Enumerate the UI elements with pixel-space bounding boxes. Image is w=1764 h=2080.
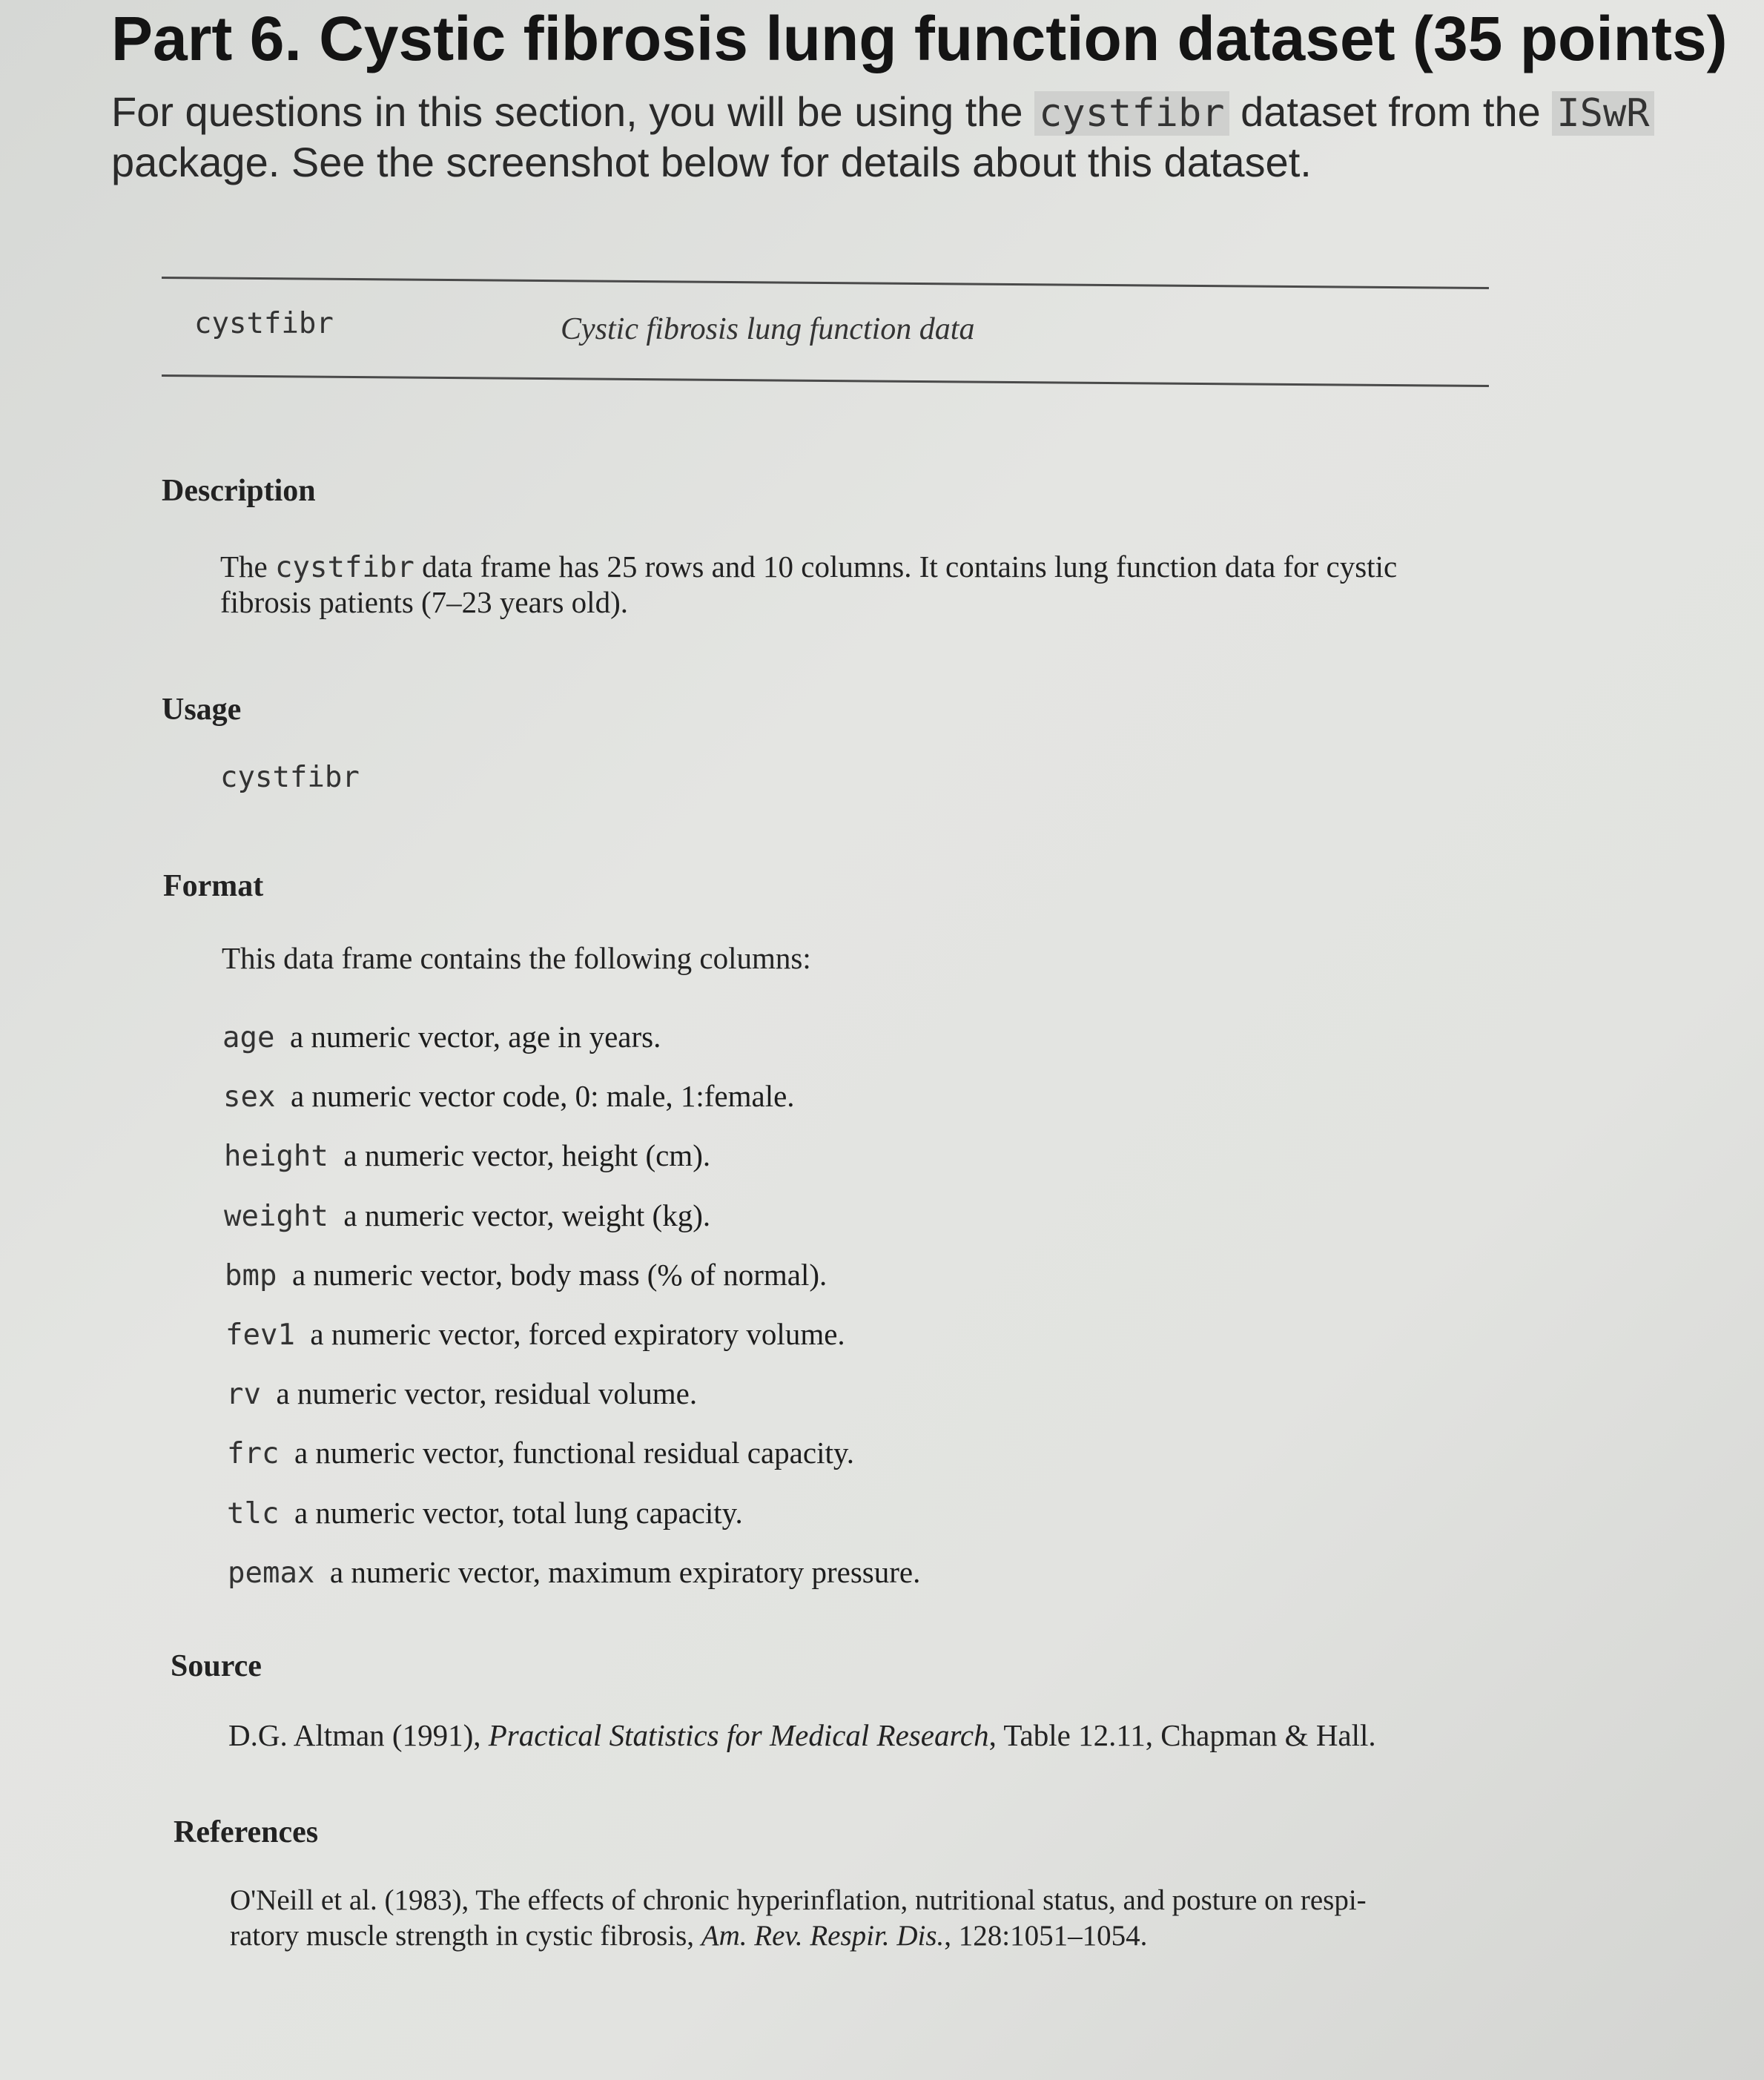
reference-line-1: O'Neill et al. (1983), The effects of chronic hyperinflation, nutritional status, and posture on respi- [230,1884,1367,1916]
column-item [225,1257,827,1292]
references-heading: References [174,1815,319,1849]
text: ratory muscle strength in cystic fibrosis, [230,1920,701,1952]
column-item [222,1019,661,1054]
description-line-2: fibrosis patients (7–23 years old). [220,585,628,619]
text: data frame has 25 rows and 10 columns. It contains lung function data for cystic [414,549,1398,584]
column-item [224,1138,710,1173]
bottom-rule [162,374,1489,387]
dataset-code: cystfibr [275,551,414,584]
format-intro: This data frame contains the following columns: [222,941,811,975]
column-name: pemax [228,1556,315,1590]
top-rule [162,277,1489,289]
intro-line-2: package. See the screenshot below for details about this dataset. [111,139,1312,185]
journal-name: Am. Rev. Respir. Dis. [701,1920,945,1952]
column-name: fev1 [225,1318,295,1352]
column-desc: a numeric vector code, 0: male, 1:female. [290,1079,795,1113]
column-name: rv [226,1378,261,1411]
text: , Table 12.11, Chapman & Hall. [988,1718,1376,1752]
column-desc: a numeric vector, age in years. [289,1020,661,1054]
column-name: height [224,1140,328,1173]
column-desc: a numeric vector, total lung capacity. [294,1496,743,1530]
column-item [223,1078,795,1114]
description-line-1 [220,549,1397,584]
column-item [225,1316,845,1352]
dataset-code: cystfibr [1034,91,1229,136]
text: D.G. Altman (1991), [228,1718,489,1752]
column-desc: a numeric vector, residual volume. [276,1376,698,1410]
column-desc: a numeric vector, maximum expiratory pressure. [329,1555,921,1589]
description-heading: Description [162,474,316,508]
reference-line-2 [230,1919,1147,1952]
page-title: Part 6. Cystic fibrosis lung function dataset (35 points) [111,4,1728,73]
column-name: weight [224,1200,328,1233]
text: , 128:1051–1054. [944,1920,1148,1952]
book-title: Practical Statistics for Medical Research [488,1718,989,1752]
column-item [228,1554,920,1590]
column-name: age [222,1021,275,1054]
column-item [227,1435,854,1470]
intro-text: dataset from the [1229,88,1553,135]
column-name: bmp [225,1259,277,1292]
source-heading: Source [171,1649,262,1683]
column-desc: a numeric vector, weight (kg). [343,1198,711,1232]
doc-heading: Cystic fibrosis lung function data [561,312,975,346]
doc-name: cystfibr [194,307,334,340]
usage-heading: Usage [162,693,242,727]
column-item [226,1376,697,1411]
column-desc: a numeric vector, body mass (% of normal). [291,1258,828,1292]
column-name: tlc [227,1497,280,1531]
column-name: frc [227,1437,280,1470]
format-heading: Format [163,869,264,903]
intro-line-1 [111,88,1654,136]
column-name: sex [223,1080,276,1114]
intro-text: For questions in this section, you will be using the [111,88,1035,135]
column-item [227,1495,743,1531]
column-desc: a numeric vector, height (cm). [343,1138,711,1172]
package-code: ISwR [1552,91,1654,136]
usage-code: cystfibr [220,761,360,794]
column-desc: a numeric vector, forced expiratory volume. [310,1317,845,1351]
source-citation [228,1717,1376,1753]
column-desc: a numeric vector, functional residual capacity. [294,1436,854,1470]
column-item [224,1198,710,1233]
text: The [220,549,275,584]
